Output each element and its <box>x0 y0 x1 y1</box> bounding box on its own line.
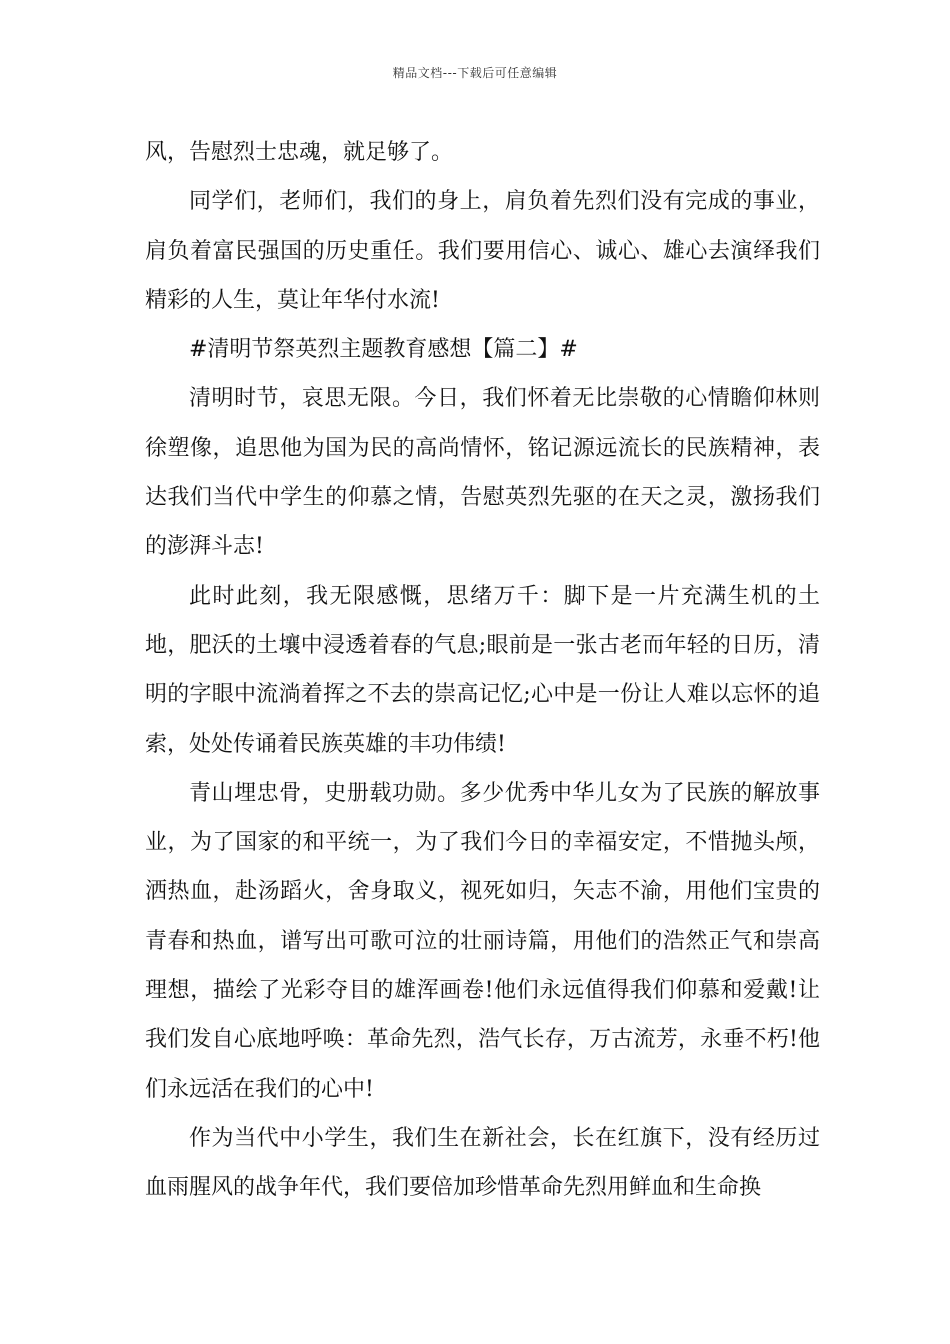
paragraph-5: 青山埋忠骨，史册载功勋。多少优秀中华儿女为了民族的解放事业，为了国家的和平统一，为了我们今日的幸福安定，不惜抛头颅，洒热血，赴汤蹈火，舍身取义，视死如归，矢志不渝，用他们宝贵的青春和热血，谱写出可歌可泣的壮丽诗篇，用他们的浩然正气和崇高理想，描绘了光彩夺目的雄浑画卷!他们永远值得我们仰慕和爱戴!让我们发自心底地呼唤：革命先烈，浩气长存，万古流芳，永垂不朽!他们永远活在我们的心中! <box>145 780 820 1102</box>
paragraph-6: 作为当代中小学生，我们生在新社会，长在红旗下，没有经历过血雨腥风的战争年代，我们要倍加珍惜革命先烈用鲜血和生命换 <box>145 1125 820 1201</box>
paragraph-3: 清明时节，哀思无限。今日，我们怀着无比崇敬的心情瞻仰林则徐塑像，追思他为国为民的高尚情怀，铭记源远流长的民族精神，表达我们当代中学生的仰慕之情，告慰英烈先驱的在天之灵，激扬我们的澎湃斗志! <box>145 386 820 560</box>
paragraph-2: 同学们，老师们，我们的身上，肩负着先烈们没有完成的事业，肩负着富民强国的历史重任。我们要用信心、诚心、雄心去演绎我们精彩的人生，莫让年华付水流! <box>145 189 820 313</box>
paragraph-4: 此时此刻，我无限感慨，思绪万千：脚下是一片充满生机的土地，肥沃的土壤中浸透着春的气息;眼前是一张古老而年轻的日历，清明的字眼中流淌着挥之不去的崇高记忆;心中是一份让人难以忘怀的追索，处处传诵着民族英雄的丰功伟绩! <box>145 583 820 757</box>
paragraph-1: 风，告慰烈士忠魂，就足够了。 <box>145 140 454 165</box>
page-header: 精品文档---下载后可任意编辑 <box>392 66 558 80</box>
section-heading: #清明节祭英烈主题教育感想【篇二】# <box>189 337 578 363</box>
document-body <box>145 128 820 1213</box>
